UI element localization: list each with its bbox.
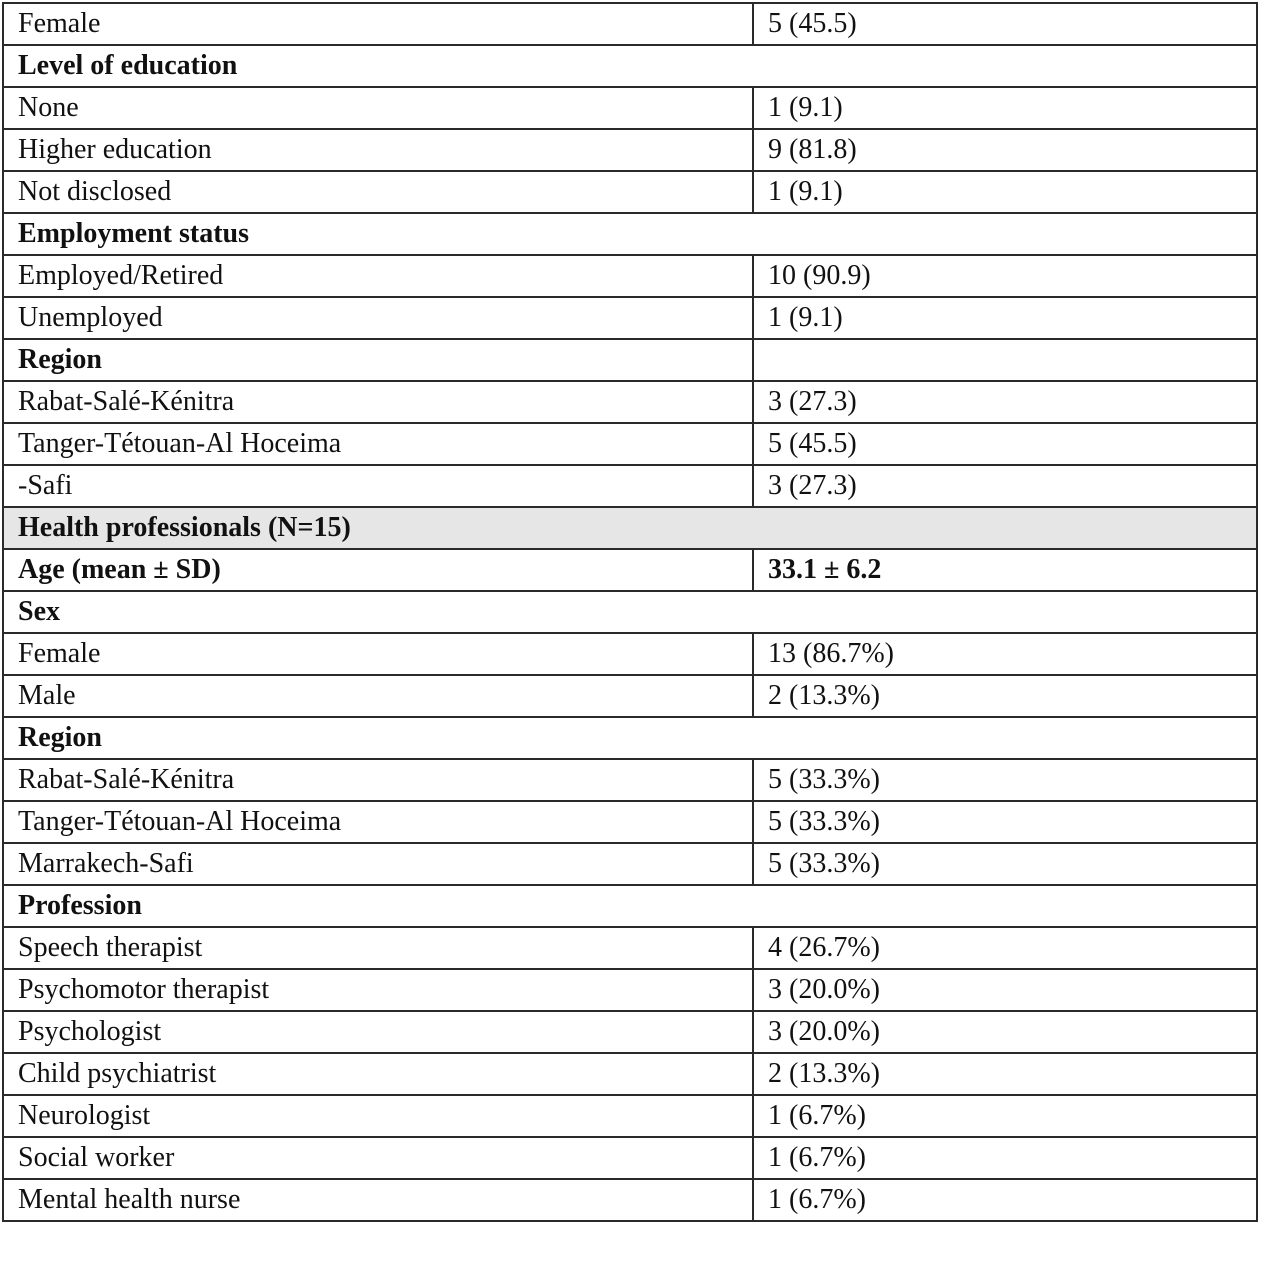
row-value: 13 (86.7%) (753, 633, 1257, 675)
row-value: 1 (9.1) (753, 297, 1257, 339)
row-label: Male (3, 675, 753, 717)
table-row (3, 297, 1257, 339)
row-value: 3 (20.0%) (753, 1011, 1257, 1053)
row-label: Employed/Retired (3, 255, 753, 297)
table-row (3, 801, 1257, 843)
table-row (3, 1011, 1257, 1053)
row-value: 5 (33.3%) (753, 801, 1257, 843)
row-label: Age (mean ± SD) (3, 549, 753, 591)
row-value: 1 (6.7%) (753, 1095, 1257, 1137)
row-value: 5 (45.5) (753, 423, 1257, 465)
section-header-row (3, 549, 1257, 591)
section-header-row (3, 591, 1257, 633)
row-value: 9 (81.8) (753, 129, 1257, 171)
row-value: 1 (9.1) (753, 171, 1257, 213)
row-value: 1 (9.1) (753, 87, 1257, 129)
row-value: 10 (90.9) (753, 255, 1257, 297)
section-title: Sex (3, 591, 1257, 633)
section-title: Profession (3, 885, 1257, 927)
table-row (3, 423, 1257, 465)
row-label: Rabat-Salé-Kénitra (3, 381, 753, 423)
section-header-row (3, 45, 1257, 87)
row-label: Psychomotor therapist (3, 969, 753, 1011)
row-label: Psychologist (3, 1011, 753, 1053)
row-value (753, 339, 1257, 381)
row-label: -Safi (3, 465, 753, 507)
group-header-row (3, 507, 1257, 549)
section-header-row (3, 717, 1257, 759)
row-value: 5 (33.3%) (753, 759, 1257, 801)
table-row (3, 255, 1257, 297)
table-row (3, 759, 1257, 801)
row-value: 3 (20.0%) (753, 969, 1257, 1011)
table-row (3, 1179, 1257, 1221)
group-title: Health professionals (N=15) (3, 507, 1257, 549)
row-value: 1 (6.7%) (753, 1179, 1257, 1221)
row-label: Speech therapist (3, 927, 753, 969)
row-value: 1 (6.7%) (753, 1137, 1257, 1179)
table-row (3, 1053, 1257, 1095)
table-row (3, 3, 1257, 45)
table-row (3, 1137, 1257, 1179)
row-label: Tanger-Tétouan-Al Hoceima (3, 801, 753, 843)
demographics-table (2, 2, 1258, 1222)
row-label: Mental health nurse (3, 1179, 753, 1221)
table-row (3, 675, 1257, 717)
row-label: Female (3, 633, 753, 675)
row-label: Higher education (3, 129, 753, 171)
table-row (3, 969, 1257, 1011)
row-label: Rabat-Salé-Kénitra (3, 759, 753, 801)
table-row (3, 927, 1257, 969)
row-label: Not disclosed (3, 171, 753, 213)
table-row (3, 381, 1257, 423)
table-row (3, 465, 1257, 507)
row-label: Tanger-Tétouan-Al Hoceima (3, 423, 753, 465)
row-value: 4 (26.7%) (753, 927, 1257, 969)
row-label: Social worker (3, 1137, 753, 1179)
row-value: 2 (13.3%) (753, 1053, 1257, 1095)
row-value: 33.1 ± 6.2 (753, 549, 1257, 591)
row-label: Marrakech-Safi (3, 843, 753, 885)
row-label: Child psychiatrist (3, 1053, 753, 1095)
row-value: 5 (33.3%) (753, 843, 1257, 885)
table-row (3, 129, 1257, 171)
table-row (3, 843, 1257, 885)
row-value: 3 (27.3) (753, 465, 1257, 507)
section-title: Level of education (3, 45, 1257, 87)
section-title: Employment status (3, 213, 1257, 255)
table-row (3, 87, 1257, 129)
row-label: Female (3, 3, 753, 45)
row-label: None (3, 87, 753, 129)
table-row (3, 171, 1257, 213)
row-label: Region (3, 339, 753, 381)
section-header-row (3, 339, 1257, 381)
row-label: Neurologist (3, 1095, 753, 1137)
section-header-row (3, 885, 1257, 927)
section-header-row (3, 213, 1257, 255)
table-row (3, 633, 1257, 675)
row-label: Unemployed (3, 297, 753, 339)
row-value: 2 (13.3%) (753, 675, 1257, 717)
row-value: 5 (45.5) (753, 3, 1257, 45)
section-title: Region (3, 717, 1257, 759)
table-body (3, 3, 1257, 1221)
row-value: 3 (27.3) (753, 381, 1257, 423)
table-row (3, 1095, 1257, 1137)
